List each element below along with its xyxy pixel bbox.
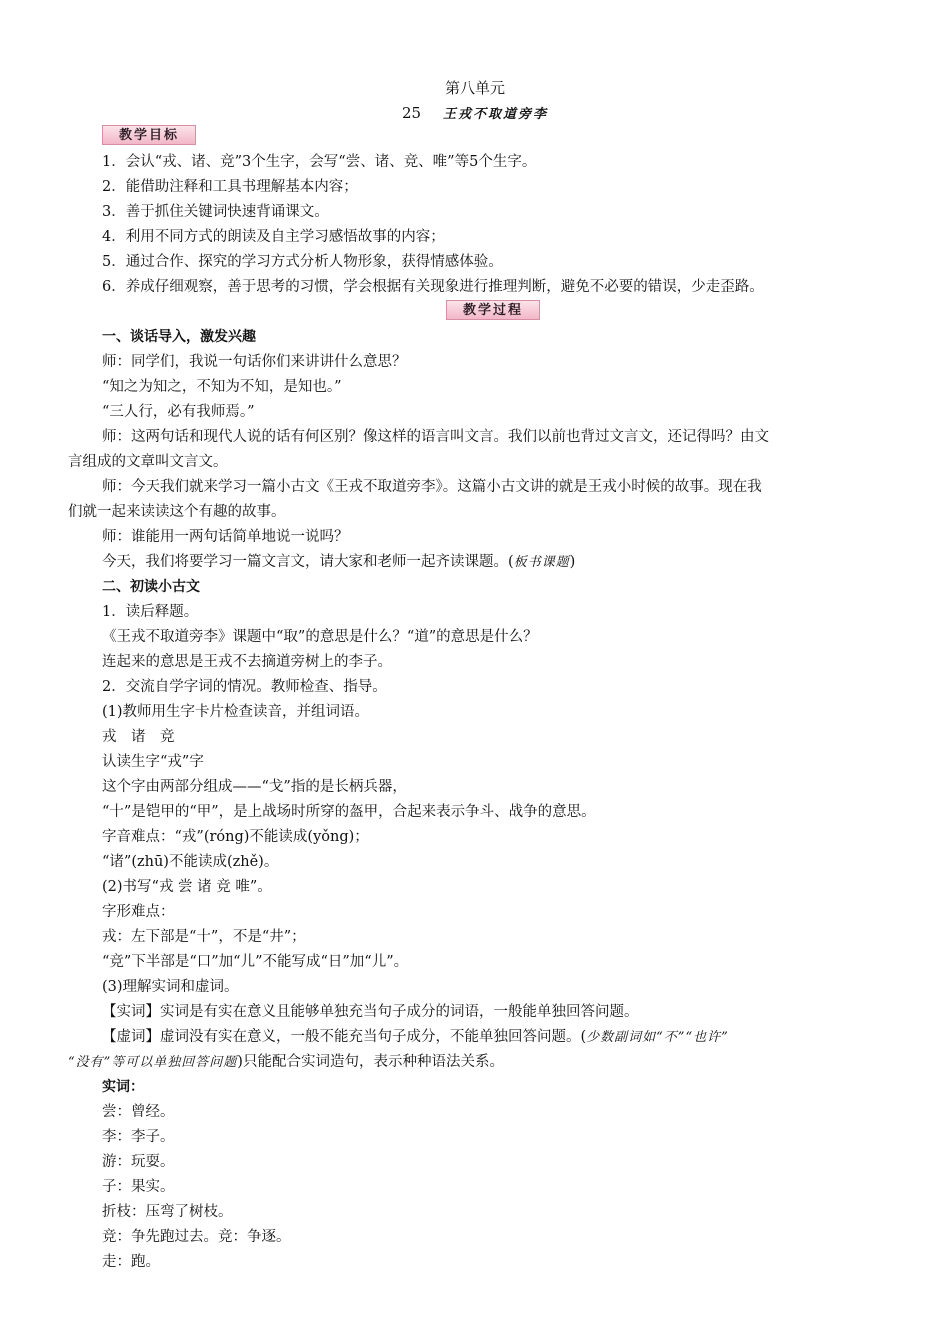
- subsection-heading: 实词：: [102, 1079, 144, 1095]
- goal-item: 1．会认“戎、诸、竞”3个生字，会写“尝、诸、竞、唯”等5个生字。: [102, 154, 537, 170]
- goal-item: 3．善于抓住关键词快速背诵课文。: [102, 204, 329, 220]
- word-definition: 子：果实。: [102, 1179, 175, 1195]
- paragraph-line: 《王戎不取道旁李》课题中“取”的意思是什么？“道”的意思是什么？: [102, 629, 538, 645]
- paragraph-line: 师：这两句话和现代人说的话有何区别？像这样的语言叫文言。我们以前也背过文言文，还记得吗？由文: [102, 429, 769, 445]
- paragraph-line: [68, 1051, 504, 1074]
- goal-item: 4．利用不同方式的朗读及自主学习感悟故事的内容；: [102, 229, 445, 245]
- section-heading: 一、谈话导入，激发兴趣: [102, 329, 256, 345]
- paragraph-line: “知之为知之，不知为不知，是知也。”: [102, 379, 342, 395]
- paragraph-line: 戎 诸 竞: [102, 729, 175, 745]
- paragraph-line: 【实词】实词是有实在意义且能够单独充当句子成分的词语，一般能单独回答问题。: [102, 1004, 639, 1020]
- paragraph-line: 们就一起来读读这个有趣的故事。: [68, 504, 286, 520]
- paragraph-line: “三人行，必有我师焉。”: [102, 404, 255, 420]
- word-definition: 折枝：压弯了树枝。: [102, 1204, 233, 1220]
- paragraph-line: “十”是铠甲的“甲”，是上战场时所穿的盔甲，合起来表示争斗、战争的意思。: [102, 804, 596, 820]
- annotation-text: 板书课题: [513, 555, 570, 570]
- paragraph-line: “诸”(zhū)不能读成(zhě)。: [102, 854, 279, 870]
- goal-item: 6．养成仔细观察，善于思考的习惯，学会根据有关现象进行推理判断，避免不必要的错误，少走歪路。: [102, 279, 764, 295]
- paragraph-line: 师：谁能用一两句话简单地说一说吗？: [102, 529, 349, 545]
- word-definition: 竞：争先跑过去。竞：争逐。: [102, 1229, 291, 1245]
- annotation-text: “没有”等可以单独回答问题: [68, 1055, 238, 1070]
- goals-banner: 教学目标: [102, 125, 196, 145]
- process-banner: 教学过程: [446, 300, 540, 320]
- word-definition: 李：李子。: [102, 1129, 175, 1145]
- goal-item: 2．能借助注释和工具书理解基本内容；: [102, 179, 358, 195]
- lesson-name: 王戎不取道旁李: [443, 107, 549, 122]
- paragraph-line: 连起来的意思是王戎不去摘道旁树上的李子。: [102, 654, 392, 670]
- paragraph-text: ): [569, 554, 576, 570]
- paragraph-line: (1)教师用生字卡片检查读音，并组词语。: [102, 704, 370, 720]
- paragraph-line: 1．读后释题。: [102, 604, 199, 620]
- paragraph-line: 师：同学们，我说一句话你们来讲讲什么意思？: [102, 354, 407, 370]
- paragraph-text: 【虚词】虚词没有实在意义，一般不能充当句子成分，不能单独回答问题。(: [102, 1029, 587, 1045]
- paragraph-line: [102, 1026, 729, 1049]
- paragraph-line: 2．交流自学字词的情况。教师检查、指导。: [102, 679, 387, 695]
- paragraph-line: (2)书写“戎 尝 诸 竞 唯”。: [102, 879, 272, 895]
- paragraph-line: “竞”下半部是“口”加“儿”不能写成“日”加“儿”。: [102, 954, 409, 970]
- unit-title: 第八单元: [444, 79, 505, 97]
- paragraph-line: [102, 551, 575, 574]
- annotation-text: 少数副词如“不”“也许”: [586, 1030, 729, 1045]
- word-definition: 游：玩耍。: [102, 1154, 175, 1170]
- paragraph-line: (3)理解实词和虚词。: [102, 979, 239, 995]
- paragraph-line: 这个字由两部分组成——“戈”指的是长柄兵器，: [102, 779, 407, 795]
- paragraph-line: 言组成的文章叫文言文。: [68, 454, 228, 470]
- word-definition: 尝：曾经。: [102, 1104, 175, 1120]
- word-definition: 走：跑。: [102, 1254, 160, 1270]
- paragraph-line: 戎：左下部是“十”，不是“井”；: [102, 929, 306, 945]
- paragraph-text: )只能配合实词造句，表示种种语法关系。: [237, 1054, 504, 1070]
- paragraph-line: 字音难点：“戎”(róng)不能读成(yǒng)；: [102, 829, 369, 845]
- paragraph-line: 字形难点：: [102, 904, 175, 920]
- paragraph-line: 认读生字“戎”字: [102, 754, 204, 770]
- lesson-number: 25: [401, 104, 422, 122]
- goal-item: 5．通过合作、探究的学习方式分析人物形象，获得情感体验。: [102, 254, 503, 270]
- paragraph-text: 今天，我们将要学习一篇文言文，请大家和老师一起齐读课题。(: [102, 554, 514, 570]
- section-heading: 二、初读小古文: [102, 579, 200, 595]
- paragraph-line: 师：今天我们就来学习一篇小古文《王戎不取道旁李》。这篇小古文讲的就是王戎小时候的故事。现在我: [102, 479, 762, 495]
- lesson-title: [0, 103, 950, 125]
